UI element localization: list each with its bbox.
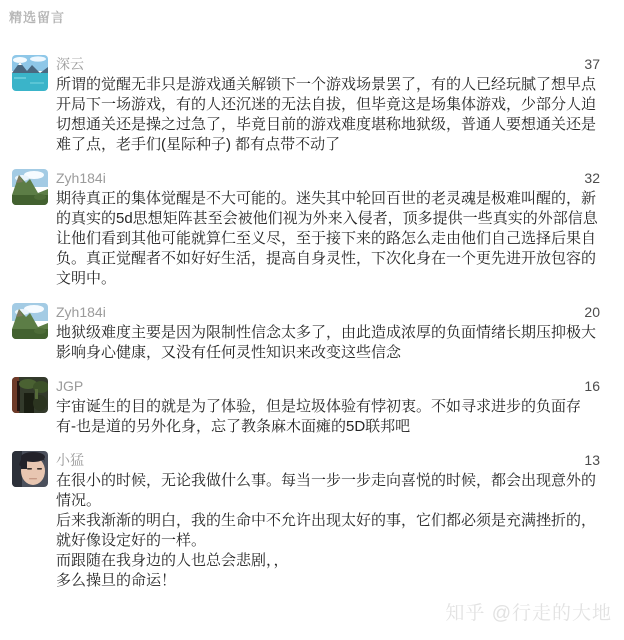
- comment-paragraph: 宇宙诞生的目的就是为了体验，但是垃圾体验有悖初衷。不如寻求进步的负面存有-也是道的另外化身，忘了教条麻木面瘫的5D联邦吧: [56, 398, 582, 435]
- avatar-green-mountain-photo[interactable]: [12, 169, 48, 205]
- comment-username: 小猛: [56, 452, 84, 468]
- comment-paragraph: 多么操旦的命运！: [56, 572, 177, 589]
- comment-paragraph: 在很小的时候，无论我做什么事。每当一步一步走向喜悦的时候，都会出现意外的情况。: [56, 472, 597, 509]
- comment-body: [56, 75, 600, 155]
- comment-content: [56, 451, 600, 591]
- green-mountain-icon: [12, 303, 48, 339]
- like-count[interactable]: 20: [584, 304, 600, 320]
- comment-meta: [56, 303, 600, 321]
- zhihu-watermark: 知乎 @行走的大地: [445, 603, 612, 624]
- like-count[interactable]: 16: [584, 378, 600, 394]
- comment-paragraph: 地狱级难度主要是因为限制性信念太多了，由此造成浓厚的负面情绪长期压抑极大影响身心健康，又没有任何灵性知识来改变这些信念: [56, 324, 597, 361]
- like-count[interactable]: 32: [584, 170, 600, 186]
- comment-body: [56, 471, 600, 591]
- comment-paragraph: 后来我渐渐的明白，我的生命中不允许出现太好的事，它们都必须是充满挫折的，就好像设定好的一样。: [56, 512, 597, 549]
- comment-meta: [56, 55, 600, 73]
- comment-item: [0, 55, 624, 155]
- comment-paragraph: 所谓的觉醒无非只是游戏通关解锁下一个游戏场景罢了，有的人已经玩腻了想早点开局下一场游戏，有的人还沉迷的无法自拔，但毕竟这是场集体游戏，少部分人迫切想通关还是操之过急了，毕竟目前的游戏难度堪称地狱级，普通人要想通关还是难了点，老手们(星际种子) 都有点带不动了: [56, 76, 597, 153]
- comment-body: [56, 397, 600, 437]
- avatar-mountain-lake-photo[interactable]: [12, 55, 48, 91]
- comment-username: 深云: [56, 56, 84, 72]
- comment-paragraph: 期待真正的集体觉醒是不大可能的。迷失其中轮回百世的老灵魂是极难叫醒的，新的真实的5d思想矩阵甚至会被他们视为外来入侵者，顶多提供一些真实的外部信息让他们看到其他可能就算仁至义尽，至于接下来的路怎么走由他们自己选择后果自负。真正觉醒者不如好好生活，提高自身灵性，下次化身在一个更先进开放包容的文明中。: [56, 190, 598, 287]
- comment-body: [56, 323, 600, 363]
- selfie-icon: [12, 451, 48, 487]
- comment-content: [56, 169, 600, 289]
- comment-meta: [56, 169, 600, 187]
- comment-username: Zyh184i: [56, 304, 106, 320]
- comment-item: [0, 377, 624, 437]
- like-count[interactable]: 13: [584, 452, 600, 468]
- comment-meta: [56, 377, 600, 395]
- dark-archway-icon: [12, 377, 48, 413]
- comment-content: [56, 55, 600, 155]
- comment-content: [56, 377, 600, 437]
- like-count[interactable]: 37: [584, 56, 600, 72]
- comment-content: [56, 303, 600, 363]
- section-title: 精选留言: [9, 10, 66, 25]
- comment-item: [0, 169, 624, 289]
- comment-body: [56, 189, 600, 289]
- mountain-lake-icon: [12, 55, 48, 91]
- avatar-selfie-photo[interactable]: [12, 451, 48, 487]
- avatar-dark-archway-photo[interactable]: [12, 377, 48, 413]
- comment-item: [0, 451, 624, 591]
- comment-paragraph: 而跟随在我身边的人也总会悲剧，，: [56, 552, 289, 569]
- avatar-green-mountain-photo[interactable]: [12, 303, 48, 339]
- comment-username: Zyh184i: [56, 170, 106, 186]
- comment-username: JGP: [56, 378, 84, 394]
- green-mountain-icon: [12, 169, 48, 205]
- comment-item: [0, 303, 624, 363]
- comment-meta: [56, 451, 600, 469]
